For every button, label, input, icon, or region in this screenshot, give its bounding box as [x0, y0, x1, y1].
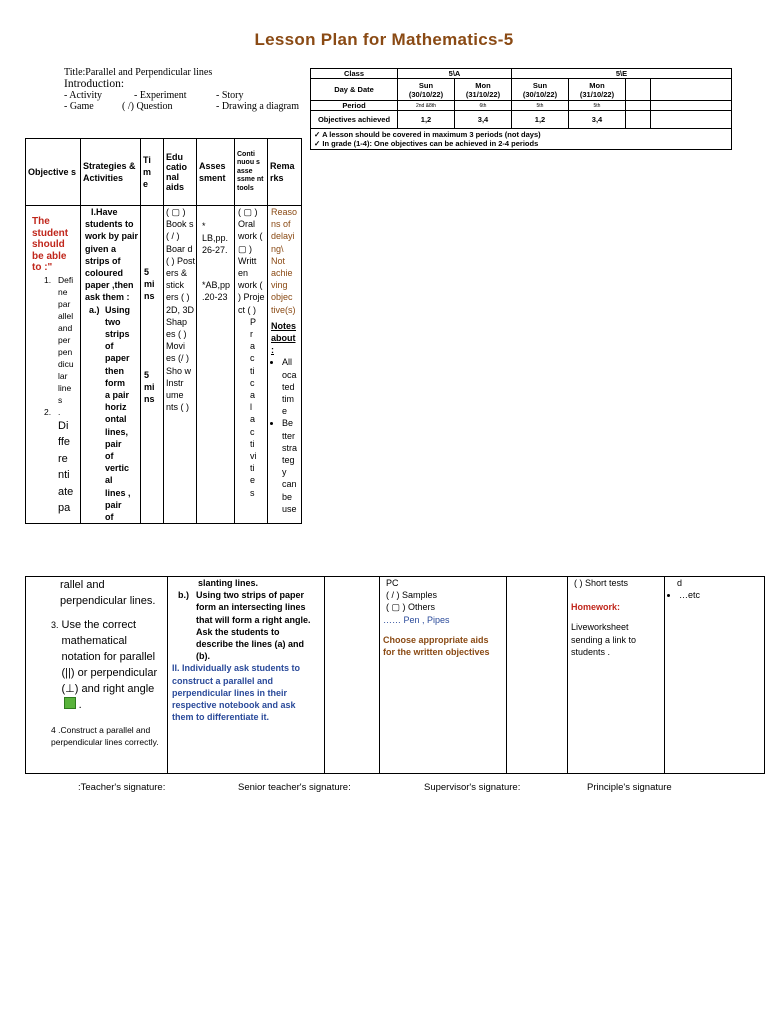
class-label: Class: [311, 69, 398, 79]
period-cell: 5th: [569, 101, 626, 111]
strategy-b-text: Using two strips of paper form an intersecting lines that will form a right angle. Ask the students to describe the lines (a) and (b).: [196, 590, 311, 662]
aids-cont-cell: [380, 577, 507, 774]
right-angle-icon: [64, 697, 76, 709]
remarks-bullet: • All oca ted tim e: [282, 356, 301, 417]
objectives-cell: [26, 206, 81, 524]
lesson-title-line: Title:Parallel and Perpendicular lines: [64, 67, 213, 78]
assessment-lb: LB,pp. 26-27.: [202, 233, 229, 256]
aids-samples: ( / ) Samples: [386, 590, 438, 601]
objective-3-end: .: [78, 699, 82, 711]
tools-short-tests: ( ) Short tests: [574, 578, 629, 588]
aids-list: ( ▢ ) Book s ( / ) Boar d ( ) Post ers & stick ers ( ) 2D, 3D Shap es ( ) Movi es (/ ) Sho w Instr ume nts ( ): [166, 207, 196, 413]
intro-story: - Story: [216, 90, 244, 101]
class-e: 5\E: [512, 69, 732, 79]
strategy-a-text: Using two strips of paper then form a pair horiz ontal lines, pair of vertic al lines , pair of: [105, 304, 131, 523]
period-cell: 5th: [512, 101, 569, 111]
objective-number: 1.: [44, 274, 52, 285]
objective-1: Defi ne par allel and per pen dicu lar line s: [58, 274, 74, 405]
intro-game: - Game: [64, 101, 94, 112]
note-line: ✓ In grade (1-4): One objectives can be achieved in 2-4 periods: [314, 139, 539, 148]
objectives-cell: 1,2: [398, 111, 455, 129]
strategies-cell: [81, 206, 141, 524]
senior-teacher-signature: Senior teacher's signature:: [238, 782, 351, 793]
day-label: Day & Date: [311, 79, 398, 101]
time-2: 5 mi ns: [144, 369, 155, 405]
strategies-cont-cell: [168, 577, 325, 774]
remarks-etc: • …etc: [679, 589, 764, 601]
homework-text: Liveworksheet sending a link to students .: [571, 622, 637, 657]
class-table: [310, 68, 732, 150]
aids-pens: …… Pen , Pipes: [383, 614, 450, 625]
time-cont-cell: [325, 577, 380, 774]
lesson-table: [25, 138, 302, 524]
day-cell: Sun (30/10/22): [512, 79, 569, 101]
lesson-table-continued: [25, 576, 765, 774]
objectives-label: Objectives achieved: [311, 111, 398, 129]
header-tools: Conti nuou s asse ssme nt tools: [235, 139, 268, 206]
tools-practical: P r a c ti c a l a c ti vi ti e s: [250, 316, 257, 498]
intro-block: [64, 67, 300, 112]
tools-list: ( ▢ ) Oral work ( ▢ ) Writt en work ( ) Proje ct ( ): [238, 207, 265, 315]
page-title: Lesson Plan for Mathematics-5: [254, 30, 514, 49]
time-1: 5 mi ns: [144, 267, 155, 302]
class-notes: [311, 129, 732, 150]
class-a: 5\A: [398, 69, 512, 79]
assessment-cell: [197, 206, 235, 524]
remarks-cell: [268, 206, 302, 524]
homework-label: Homework:: [571, 602, 621, 613]
objective-3: Use the correct mathematical notation for parallel (||) or perpendicular (⊥) and right angle: [61, 619, 158, 695]
period-label: Period: [311, 101, 398, 111]
remarks-cont: d: [677, 578, 683, 588]
aids-cell: [164, 206, 197, 524]
aids-pc: PC: [386, 578, 399, 588]
intro-experiment: - Experiment: [134, 90, 187, 101]
introduction-label: Introduction:: [64, 77, 125, 90]
remarks-cont-cell: [665, 577, 765, 774]
objective-2-cont: rallel and perpendicular lines.: [60, 579, 156, 607]
tools-cell: [235, 206, 268, 524]
objective-number: 2.: [44, 406, 52, 417]
strategy-a-label: a.): [89, 304, 100, 315]
objectives-cell: 3,4: [455, 111, 512, 129]
header-aids: Edu catio nal aids: [164, 139, 197, 206]
aids-choose: Choose appropriate aids for the written objectives: [383, 634, 490, 658]
aids-others: ( ▢ ) Others: [386, 602, 436, 613]
header-time: Ti m e: [141, 139, 164, 206]
assessment-cont-cell: [507, 577, 568, 774]
objective-number: 3.: [51, 620, 59, 630]
day-cell: Sun (30/10/22): [398, 79, 455, 101]
supervisor-signature: Supervisor's signature:: [424, 782, 521, 793]
objectives-lead: The student should be able to :": [32, 216, 69, 273]
time-cell: [141, 206, 164, 524]
empty-cell: [651, 79, 732, 101]
header-objectives: Objective s: [26, 139, 81, 206]
objective-2: Di ffe re nti ate pa: [58, 419, 74, 514]
assessment-ab: *AB,pp .20-23: [202, 279, 231, 302]
header-strategies: Strategies & Activities: [81, 139, 141, 206]
remarks-notes-head: Notes about :: [271, 320, 297, 356]
objective-4: 4 .Construct a parallel and perpendicular lines correctly.: [51, 725, 159, 747]
header-assessment: Asses sment: [197, 139, 235, 206]
objectives-cell: 3,4: [569, 111, 626, 129]
intro-activity: - Activity: [64, 90, 103, 101]
strategy-ii: II. Individually ask students to construct a parallel and perpendicular lines in their respective notebook and ask them to differentiate it.: [172, 663, 301, 723]
teacher-signature: :Teacher's signature:: [78, 782, 166, 793]
period-cell: 6th: [455, 101, 512, 111]
remarks-bullet: • Be tter stra teg y can be use: [282, 417, 301, 515]
assessment-star: *: [202, 221, 206, 231]
empty-cell: [626, 79, 651, 101]
objectives-cont-cell: [26, 577, 168, 774]
strategy-intro: I.Have students to work by pair given a strips of coloured paper ,then ask them :: [85, 207, 139, 303]
note-line: ✓ A lesson should be covered in maximum 3 periods (not days): [314, 130, 541, 139]
header-remarks: Rema rks: [268, 139, 302, 206]
intro-question: ( /) Question: [122, 101, 173, 112]
empty-cell: [651, 101, 732, 111]
day-cell: Mon (31/10/22): [455, 79, 512, 101]
tools-cont-cell: [568, 577, 665, 774]
strategy-a-cont: slanting lines.: [198, 578, 259, 588]
remarks-reasons: Reaso ns of delayi ng\ Not achie ving objec tive(s): [271, 207, 298, 315]
objective-dot: .: [58, 406, 61, 417]
period-cell: 2nd &8th: [398, 101, 455, 111]
empty-cell: [651, 111, 732, 129]
strategy-b-label: b.): [178, 590, 189, 601]
empty-cell: [626, 101, 651, 111]
empty-cell: [626, 111, 651, 129]
day-cell: Mon (31/10/22): [569, 79, 626, 101]
principle-signature: Principle's signature: [587, 782, 672, 793]
intro-drawing: - Drawing a diagram: [216, 101, 300, 112]
objectives-cell: 1,2: [512, 111, 569, 129]
